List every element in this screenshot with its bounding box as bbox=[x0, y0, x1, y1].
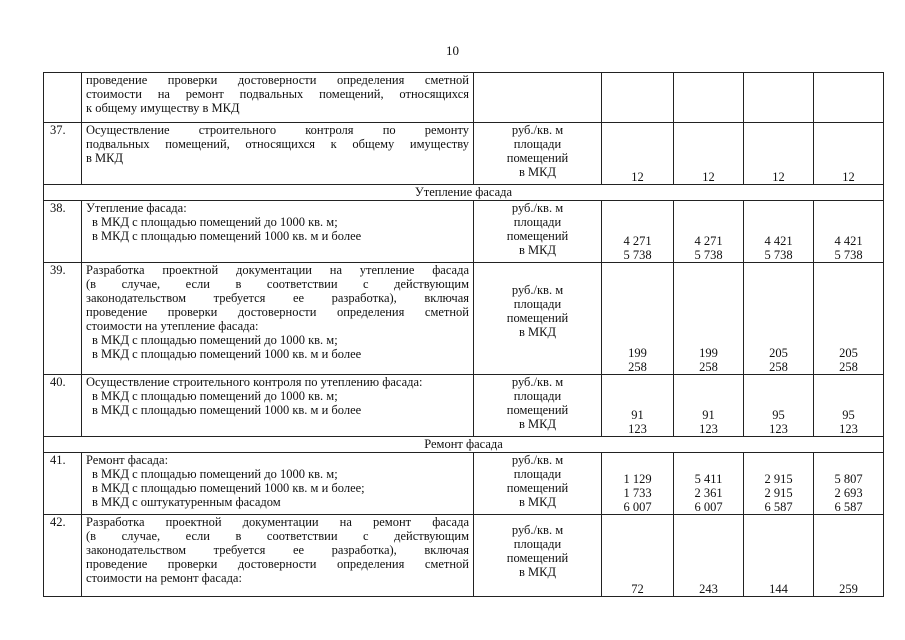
row-number: 41. bbox=[44, 453, 82, 515]
value-cell: 199 258 bbox=[602, 263, 674, 375]
unit-cell: руб./кв. м площади помещений в МКД bbox=[474, 515, 602, 597]
row-number: 37. bbox=[44, 123, 82, 185]
section-row bbox=[44, 185, 884, 201]
row-number: 42. bbox=[44, 515, 82, 597]
row-description: проведение проверки достоверности определения сметной стоимости на ремонт подвальных помещений, относящихся к общему имуществу в МКД bbox=[82, 73, 474, 123]
value-cell: 199 258 bbox=[674, 263, 744, 375]
value-cell: 91 123 bbox=[674, 375, 744, 437]
row-description: Осуществление строительного контроля по утеплению фасада: в МКД с площадью помещений до 1000 кв. м; в МКД с площадью помещений 1000 кв. м и более bbox=[82, 375, 474, 437]
section-title: Ремонт фасада bbox=[44, 437, 884, 453]
value-cell: 205 258 bbox=[814, 263, 884, 375]
value-cell: 4 271 5 738 bbox=[674, 201, 744, 263]
value-cell: 4 421 5 738 bbox=[814, 201, 884, 263]
value-cell: 12 bbox=[674, 123, 744, 185]
table-row bbox=[44, 123, 884, 185]
row-description: Разработка проектной документации на утепление фасада (в случае, если в соответствии с действующим законодательством требуется ее разработка), включая проведение проверки достоверности определения сметной стоимости на утепление фасада: в МКД с площадью помещений до 1000 кв. м; в МКД с площадью помещений 1000 кв. м и более bbox=[82, 263, 474, 375]
value-cell: 91 123 bbox=[602, 375, 674, 437]
table-row bbox=[44, 263, 884, 375]
table-row bbox=[44, 73, 884, 123]
unit-cell: руб./кв. м площади помещений в МКД bbox=[474, 263, 602, 375]
value-cell: 205 258 bbox=[744, 263, 814, 375]
section-title: Утепление фасада bbox=[44, 185, 884, 201]
value-cell: 95 123 bbox=[744, 375, 814, 437]
row-description: Утепление фасада: в МКД с площадью помещений до 1000 кв. м; в МКД с площадью помещений 1000 кв. м и более bbox=[82, 201, 474, 263]
table-row bbox=[44, 453, 884, 515]
value-cell: 2 915 2 915 6 587 bbox=[744, 453, 814, 515]
row-description: Осуществление строительного контроля по ремонту подвальных помещений, относящихся к общему имуществу в МКД bbox=[82, 123, 474, 185]
row-number: 38. bbox=[44, 201, 82, 263]
row-number: 39. bbox=[44, 263, 82, 375]
value-cell: 259 bbox=[814, 515, 884, 597]
page-number: 10 bbox=[446, 43, 459, 58]
value-cell: 95 123 bbox=[814, 375, 884, 437]
cost-table bbox=[43, 72, 884, 597]
section-row bbox=[44, 437, 884, 453]
row-number: 40. bbox=[44, 375, 82, 437]
row-description: Ремонт фасада: в МКД с площадью помещений до 1000 кв. м; в МКД с площадью помещений 1000 кв. м и более; в МКД с оштукатуренным фасадом bbox=[82, 453, 474, 515]
value-cell: 72 bbox=[602, 515, 674, 597]
unit-cell: руб./кв. м площади помещений в МКД bbox=[474, 123, 602, 185]
value-cell: 5 807 2 693 6 587 bbox=[814, 453, 884, 515]
value-cell: 4 271 5 738 bbox=[602, 201, 674, 263]
value-cell: 144 bbox=[744, 515, 814, 597]
unit-cell: руб./кв. м площади помещений в МКД bbox=[474, 201, 602, 263]
value-cell: 5 411 2 361 6 007 bbox=[674, 453, 744, 515]
row-description: Разработка проектной документации на ремонт фасада (в случае, если в соответствии с действующим законодательством требуется ее разработка), включая проведение проверки достоверности определения сметной стоимости на ремонт фасада: bbox=[82, 515, 474, 597]
value-cell: 12 bbox=[744, 123, 814, 185]
value-cell: 243 bbox=[674, 515, 744, 597]
table-row bbox=[44, 375, 884, 437]
value-cell: 12 bbox=[602, 123, 674, 185]
unit-cell: руб./кв. м площади помещений в МКД bbox=[474, 375, 602, 437]
unit-cell: руб./кв. м площади помещений в МКД bbox=[474, 453, 602, 515]
value-cell: 1 129 1 733 6 007 bbox=[602, 453, 674, 515]
table-row bbox=[44, 201, 884, 263]
table-row bbox=[44, 515, 884, 597]
value-cell: 12 bbox=[814, 123, 884, 185]
value-cell: 4 421 5 738 bbox=[744, 201, 814, 263]
